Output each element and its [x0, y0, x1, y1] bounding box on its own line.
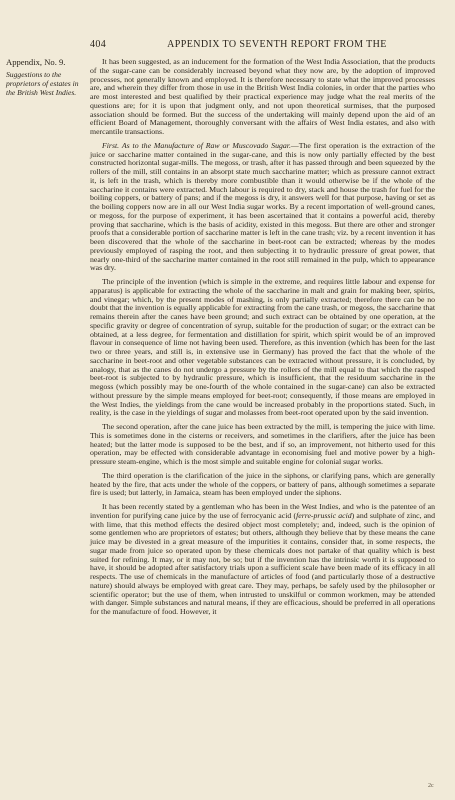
paragraph-text: ) and sulphate of zinc, and with lime, that this method effects the desired object most completely; and, indeed, such is the opinion of some gentlemen who are proprietors of estates; but others, although they believe that by these means the cane juice may be divested in a great measure of the impurities it contains, consider that, in some respects, the sugar made from juice so operated upon by these chemicals does not partake of that quality which is best suited for refining. It may, or it may not, be so; but if the invention has the intrinsic worth it is supposed to have, it should be adopted after satisfactory trials upon a sufficient scale have been made of its efficacy in all respects. The use of chemicals in the manufacture of articles of food (and particularly those of a destructive nature) should always be employed with great care. They may, perhaps, be safely used by the philosopher or scientific operator; but the use of them, when intrusted to unskilful or common workmen, may be attended with danger. Simple substances and natural means, if they are efficacious, should be preferred in all operations for the manufacture of food. However, it	[90, 510, 435, 616]
paragraph: The second operation, after the cane juice has been extracted by the mill, is tempering the juice with lime. This is sometimes done in the cisterns or receivers, and sometimes in the clarifiers, after the juice has been heated; but the latter mode is supposed to be the best, and if so, an improvement, not hitherto used for this operation, may be effected with considerable advantage in economising fuel and motive power by a high-pressure steam-engine, which is the most simple and suitable engine for colonial sugar works.	[90, 422, 435, 466]
appendix-label: Appendix, No. 9.	[6, 57, 66, 67]
running-head: APPENDIX TO SEVENTH REPORT FROM THE	[167, 39, 387, 50]
margin-notes	[6, 58, 84, 97]
paragraph: The third operation is the clarification of the juice in the siphons, or clarifying pans, which are generally heated by the fire, that acts under the whole of the coppers, or battery of pans, although sometimes a separate fire is used; but latterly, in Jamaica, steam has been employed under the siphons.	[90, 470, 435, 498]
paragraph-text: It has been recently stated by a gentleman who has been in the West Indies, and who is the patentee of an invention for purifying cane juice by the use of ferrocyanic acid (	[90, 502, 435, 520]
paragraph	[90, 503, 435, 617]
paragraph: The principle of the invention (which is simple in the extreme, and requires little labour and expense for apparatus) is applicable for extracting the whole of the saccharine in malt and grain for making beer, spirits, and vinegar; which, by the present modes of mashing, is only partially extracted; therefore there can be no doubt that the invention is equally applicable for extracting from the cane trash, or megoss, the saccharine that remains therein after the canes have been ground; and such extract can be obtained by one operation, at the specific gravity or degree of concentration of syrup, suitable for the production of sugar; or the extract can be obtained, at a less degree, for fermentation and distillation for spirit, which spirit would be of an improved flavour in consequence of lime not having been used. Therefore, as this invention (which has been for the last two or three years, and still is, in extensive use in Germany) has proved the fact that the whole of the saccharine in beet-root and other vegetable substances can be extracted without pressure, it is concluded, by analogy, that as the canes do not undergo a pressure by the rollers of the mill equal to that which the rasped beet-root is subjected to by hydraulic pressure, which is insufficient, that the residuum saccharine in the megoss (which possibly may be one-fourth of the whole contained in the sugar-cane) can also be extracted without pressure by the simple means employed for beet-root; consequently, if those means are employed in the West Indies, the yieldings from the cane would be increased probably in the proportions stated. Such, in reality, is the case in the yieldings of sugar and molasses from beet-root operated upon by the said invention.	[90, 277, 435, 418]
page-number: 404	[90, 39, 107, 50]
paragraph-text: —The first operation is the extraction of the juice or saccharine matter contained in the sugar-cane, and this is now only partially effected by the best constructed horizontal sugar-mills. The megoss, or trash, after it has passed through and been squeezed by the rollers of the mill, still contains in an absorpt state much saccharine matter; which as pressure cannot extract it, is left in the trash, which is thereby more combustible than it would otherwise be if the whole of the saccharine it contains were extracted. Much labour is required to dry, stack and house the trash for fuel for the boiling coppers, or battery of pans; and if the megoss is dry, it answers well for that purpose, having or set as the boiling coppers now are in all our West India sugar works. By a recent importation of well-ground canes, or megoss, for the purpose of experiment, it has been ascertained that it contains a powerful acid, thereby proving that saccharine, which is the basis of acidity, existed in this megoss. But there are other and stronger proofs that a considerable portion of saccharine matter is left in the cane trash; viz. by a recent invention it has been discovered that the whole of the saccharine in beet-root can be extracted; whereas by the modes previously employed of rasping the root, and then subjecting it to hydraulic pressure of great power, that nearly one-third of the saccharine matter contained in the root still remained in the pulp, which to appearance was dry.	[90, 140, 435, 273]
paragraph	[90, 142, 435, 273]
section-title: First. As to the Manufacture of Raw or Muscovado Sugar.	[102, 140, 291, 150]
signature-mark: 2c	[428, 783, 434, 789]
page-header	[90, 39, 441, 53]
paragraph: It has been suggested, as an inducement for the formation of the West India Association, that the products of the sugar-cane can be considerably increased beyond what they now are, by the adoption of improved processes, not generally known and employed. It is therefore necessary to state what the improved processes are, and wherein they differ from those in use in the British West India colonies, in order that the parties who are most interested and best qualified by their practical experience may judge what the real merits of the questions are; for it is upon that judgment only, and not upon theoretical surmises, that the purposed association should be formed. But the success of the undertaking will mainly depend upon the aid of an efficient Board of Management, thoroughly conversant with the affairs of West India estates, and also with mercantile transactions.	[90, 57, 435, 136]
italic-term: ferre-prussic acid	[296, 510, 352, 520]
body-text	[90, 58, 435, 617]
margin-note: Suggestions to the proprietors of estates in the British West Indies.	[6, 70, 79, 97]
